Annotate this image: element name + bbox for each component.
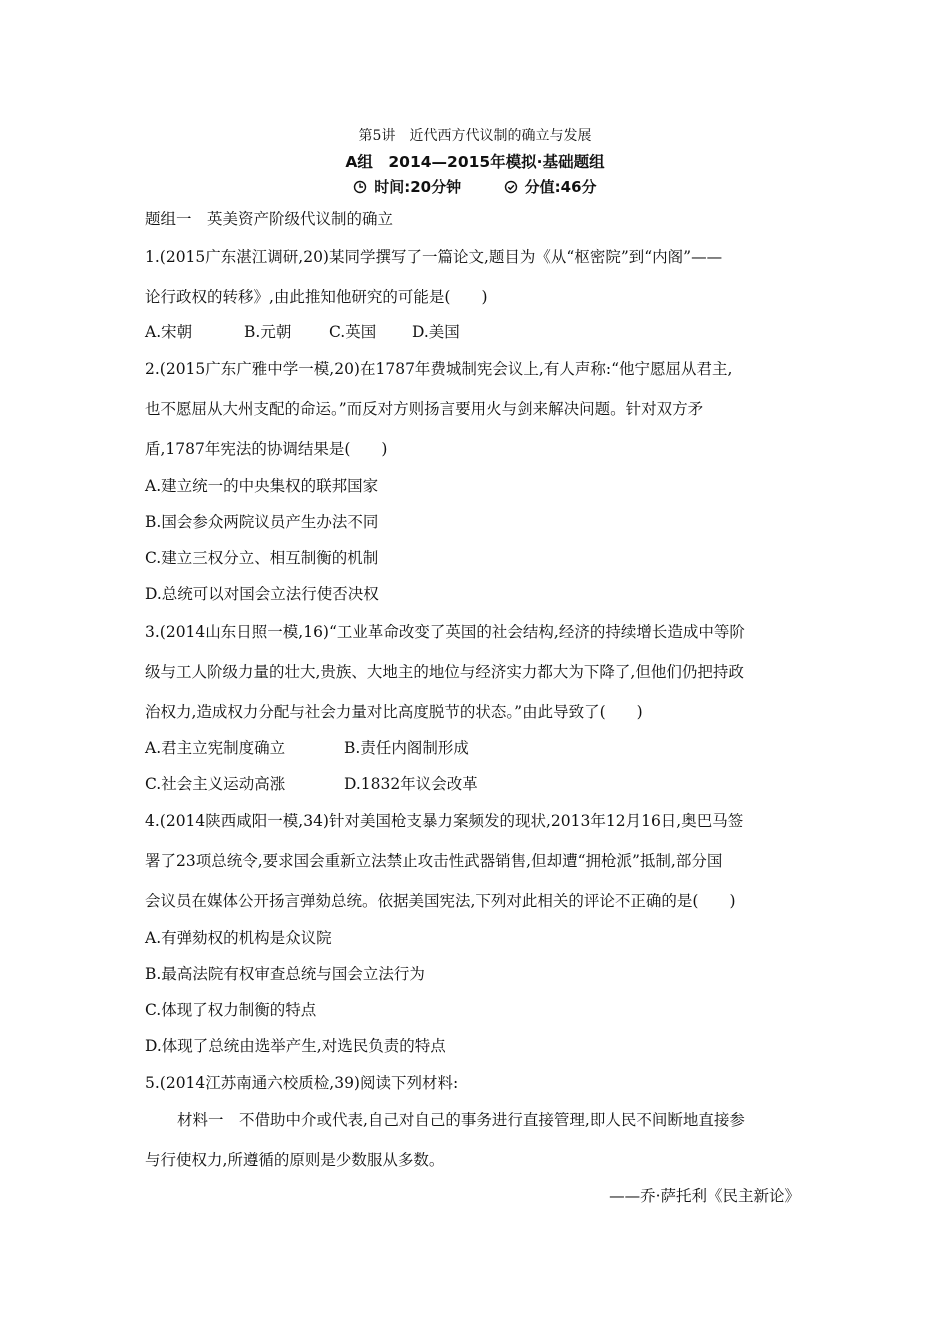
material-1-line-2: 与行使权力,所遵循的原则是少数服从多数。 — [145, 1151, 445, 1169]
group-subtitle: A组 2014—2015年模拟·基础题组 — [345, 153, 605, 171]
question-3-line-3: 治权力,造成权力分配与社会力量对比高度脱节的状态。”由此导致了( ) — [145, 703, 643, 721]
option-b[interactable]: B.责任内阁制形成 — [344, 739, 469, 757]
option-c[interactable]: C.社会主义运动高涨 — [145, 775, 286, 793]
option-a[interactable]: A.建立统一的中央集权的联邦国家 — [145, 477, 379, 495]
material-source: ——乔·萨托利《民主新论》 — [609, 1187, 800, 1205]
question-3-line-2: 级与工人阶级力量的壮大,贵族、大地主的地位与经济实力都大为下降了,但他们仍把持政 — [145, 663, 744, 681]
question-4-line-1: 4.(2014陕西咸阳一模,34)针对美国枪支暴力案频发的现状,2013年12月16日,奥巴马签 — [145, 812, 744, 830]
option-a[interactable]: A.宋朝 — [145, 323, 193, 341]
option-d[interactable]: D.总统可以对国会立法行使否决权 — [145, 585, 379, 603]
question-1-line-2: 论行政权的转移》,由此推知他研究的可能是( ) — [145, 288, 488, 306]
section-heading: 题组一 英美资产阶级代议制的确立 — [145, 210, 394, 228]
clock-icon — [353, 178, 372, 196]
page-title: 第5讲 近代西方代议制的确立与发展 — [358, 128, 592, 144]
question-3-options-row-2 — [145, 774, 478, 794]
option-b[interactable]: B.国会参众两院议员产生办法不同 — [145, 513, 379, 531]
option-b[interactable]: B.元朝 — [244, 323, 292, 341]
time-limit: 时间:20分钟 — [374, 178, 462, 196]
option-c[interactable]: C.建立三权分立、相互制衡的机制 — [145, 549, 379, 567]
option-b[interactable]: B.最高法院有权审查总统与国会立法行为 — [145, 965, 425, 983]
question-4-line-3: 会议员在媒体公开扬言弹劾总统。依据美国宪法,下列对此相关的评论不正确的是( ) — [145, 892, 736, 910]
option-a[interactable]: A.君主立宪制度确立 — [145, 739, 286, 757]
question-4-line-2: 署了23项总统令,要求国会重新立法禁止攻击性武器销售,但却遭“拥枪派”抵制,部分国 — [145, 852, 723, 870]
option-c[interactable]: C.体现了权力制衡的特点 — [145, 1001, 317, 1019]
option-d[interactable]: D.美国 — [412, 323, 460, 341]
question-1-options — [145, 322, 460, 342]
question-3-line-1: 3.(2014山东日照一模,16)“工业革命改变了英国的社会结构,经济的持续增长造成中等阶 — [145, 623, 745, 641]
question-3-options-row-1 — [145, 738, 469, 758]
question-2-line-2: 也不愿屈从大州支配的命运。”而反对方则扬言要用火与剑来解决问题。针对双方矛 — [145, 400, 704, 418]
question-1-line-1: 1.(2015广东湛江调研,20)某同学撰写了一篇论文,题目为《从“枢密院”到“内阁”—— — [145, 248, 723, 266]
question-2-line-1: 2.(2015广东广雅中学一模,20)在1787年费城制宪会议上,有人声称:“他宁愿屈从君主, — [145, 360, 733, 378]
option-d[interactable]: D.体现了总统由选举产生,对选民负责的特点 — [145, 1037, 446, 1055]
option-d[interactable]: D.1832年议会改革 — [344, 775, 478, 793]
question-5-line-1: 5.(2014江苏南通六校质检,39)阅读下列材料: — [145, 1074, 459, 1092]
score-value: 分值:46分 — [524, 178, 597, 196]
exam-meta — [0, 177, 950, 197]
option-c[interactable]: C.英国 — [329, 323, 377, 341]
material-1-line-1: 材料一 不借助中介或代表,自己对自己的事务进行直接管理,即人民不间断地直接参 — [177, 1111, 745, 1129]
question-2-line-3: 盾,1787年宪法的协调结果是( ) — [145, 440, 388, 458]
check-circle-icon — [499, 178, 523, 196]
option-a[interactable]: A.有弹劾权的机构是众议院 — [145, 929, 332, 947]
